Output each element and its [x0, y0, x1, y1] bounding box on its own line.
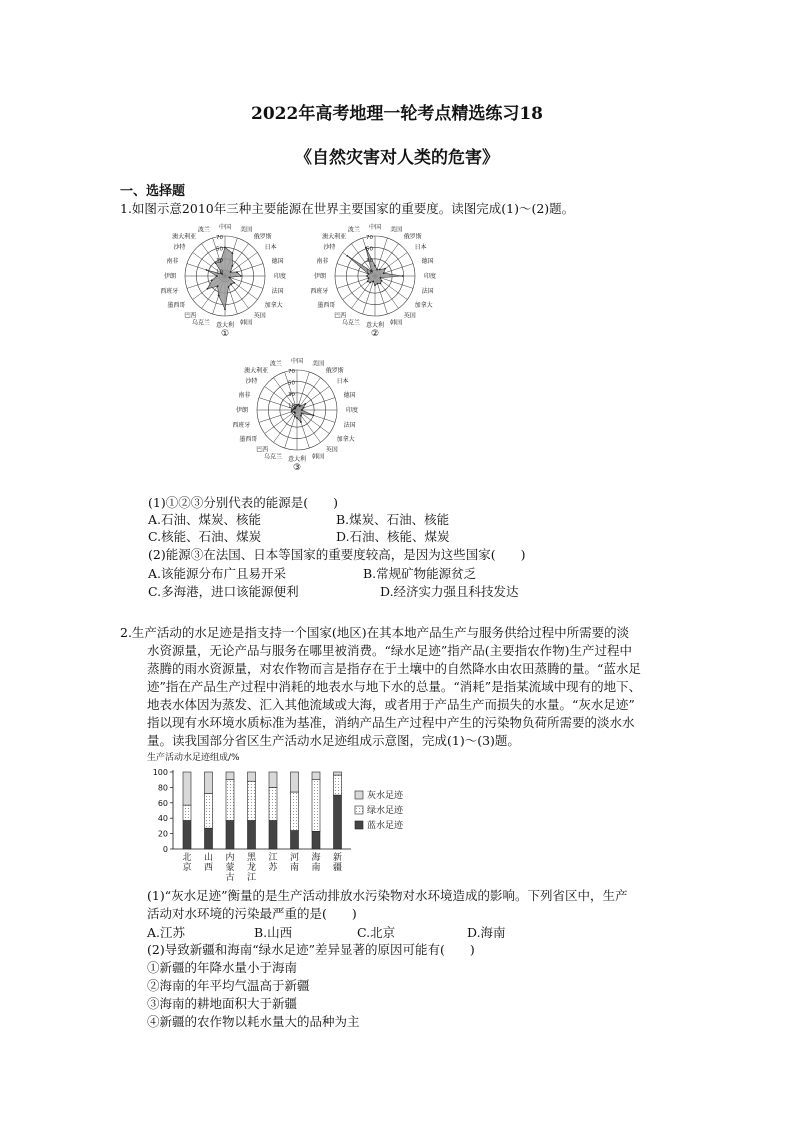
- radar-point: [218, 295, 220, 297]
- radar-point: [374, 284, 376, 286]
- bar-segment: [312, 831, 320, 849]
- radar-country-label: 伊朗: [163, 273, 176, 280]
- q2-sub1-stem: 活动对水环境的污染最严重的是( ): [147, 906, 357, 921]
- radar-ring-label: 10: [288, 403, 295, 410]
- legend-swatch: [355, 806, 363, 814]
- radar-country-label: 墨西哥: [239, 435, 258, 443]
- bar-segment: [183, 805, 191, 820]
- bar-segment: [291, 831, 299, 849]
- bar-segment: [248, 781, 256, 820]
- radar-point: [228, 277, 230, 279]
- radar-chart-1: [150, 218, 300, 356]
- radar-country-label: 日本: [414, 244, 427, 252]
- radar-point: [296, 417, 298, 419]
- radar-chart-2: [300, 218, 450, 356]
- radar-chart-label: ③: [292, 463, 302, 473]
- x-tick-label: 蒙: [225, 863, 235, 873]
- radar-ring-label: 70: [216, 235, 223, 241]
- radar-point: [231, 265, 233, 267]
- radar-ring-label: 70: [288, 369, 295, 375]
- radar-chart-label: ②: [370, 329, 380, 339]
- bar-segment: [269, 821, 277, 849]
- x-tick-label: 山: [203, 853, 214, 863]
- radar-country-label: 澳大利亚: [322, 233, 347, 241]
- radar-country-label: 波兰: [347, 226, 360, 234]
- radar-point: [301, 412, 303, 414]
- bar-segment: [226, 772, 234, 780]
- q1-sub1-option-c: C.核能、石油、煤炭: [148, 529, 262, 544]
- radar-point: [384, 268, 386, 270]
- bar-segment: [226, 821, 234, 849]
- radar-point: [293, 411, 295, 413]
- radar-point: [300, 415, 302, 417]
- q2-line: 量。读我国部分省区生产活动水足迹组成示意图，完成(1)～(3)题。: [147, 733, 520, 748]
- q1-stem: 1.如图示意2010年三种主要能源在世界主要国家的重要度。读图完成(1)～(2)题。: [120, 201, 575, 216]
- radar-country-label: 加拿大: [414, 301, 433, 309]
- radar-point: [379, 269, 381, 271]
- legend-label: 灰水足迹: [367, 791, 404, 801]
- radar-point: [379, 282, 381, 284]
- radar-point: [206, 269, 208, 271]
- radar-country-label: 意大利: [365, 322, 385, 329]
- radar-point: [346, 255, 348, 257]
- radar-country-label: 西班牙: [160, 288, 179, 296]
- radar-ring-label: 10: [216, 269, 223, 276]
- radar-point: [301, 409, 303, 411]
- x-tick-label: 黑: [246, 853, 257, 863]
- radar-spoke: [273, 410, 297, 442]
- radar-country-label: 伊朗: [235, 407, 248, 414]
- radar-point: [295, 406, 297, 408]
- radar-point: [230, 271, 232, 273]
- radar-country-label: 英国: [253, 312, 266, 320]
- legend-swatch: [355, 821, 363, 829]
- x-tick-label: 古: [225, 873, 235, 883]
- radar-point: [402, 275, 404, 277]
- radar-country-label: 沙特: [245, 378, 258, 386]
- bar-segment: [205, 772, 213, 794]
- radar-country-label: 乌克兰: [263, 453, 282, 461]
- radar-point: [372, 281, 374, 283]
- radar-point: [367, 280, 369, 282]
- radar-country-label: 墨西哥: [167, 301, 186, 309]
- radar-point: [211, 279, 213, 281]
- radar-point: [381, 280, 383, 282]
- page-subtitle: 《自然灾害对人类的危害》: [295, 148, 499, 168]
- q1-sub1-option-b: B.煤炭、石油、核能: [336, 512, 450, 527]
- q2-sub1-option-c: C.北京: [357, 925, 396, 940]
- radar-point: [303, 407, 305, 409]
- q2-line: 水资源量，无论产品与服务在哪里被消费。“绿水足迹”指产品(主要指农作物)生产过程中: [147, 643, 633, 658]
- page-title: 2022年高考地理一轮考点精选练习18: [251, 104, 543, 124]
- radar-point: [300, 421, 302, 423]
- radar-country-label: 俄罗斯: [403, 233, 422, 241]
- radar-ring-label: 30: [366, 257, 373, 264]
- x-tick-label: 河: [289, 853, 300, 863]
- y-tick-label: 40: [157, 814, 168, 824]
- radar-country-label: 加拿大: [264, 301, 283, 309]
- x-tick-label: 海: [311, 853, 321, 863]
- q2-sub2-stem: (2)导致新疆和海南“绿水足迹”差异显著的原因可能有( ): [147, 942, 475, 957]
- radar-country-label: 德国: [421, 257, 434, 265]
- bar-segment: [226, 780, 234, 821]
- radar-ring-label: 30: [288, 391, 295, 398]
- y-tick-label: 60: [157, 798, 168, 808]
- x-tick-label: 江: [268, 853, 278, 863]
- radar-country-label: 德国: [343, 391, 356, 399]
- bar-segment: [269, 772, 277, 787]
- radar-chart-label: ①: [220, 329, 230, 339]
- radar-country-label: 中国: [290, 358, 304, 365]
- legend-label: 绿水足迹: [367, 806, 404, 816]
- q2-line: 迹”指在产品生产过程中消耗的地表水与地下水的总量。“消耗”是指某流域中现有的地下、: [147, 679, 642, 694]
- radar-country-label: 日本: [264, 244, 277, 252]
- radar-point: [304, 403, 306, 405]
- radar-country-label: 澳大利亚: [244, 367, 269, 375]
- radar-country-label: 西班牙: [232, 422, 251, 430]
- radar-country-label: 沙特: [323, 244, 336, 252]
- radar-point: [216, 275, 218, 277]
- radar-country-label: 法国: [271, 288, 284, 296]
- radar-point: [217, 285, 219, 287]
- chart-title: 生产活动水足迹组成/%: [147, 753, 240, 763]
- bar-segment: [291, 772, 299, 792]
- radar-country-label: 日本: [336, 378, 349, 386]
- x-tick-label: 北: [182, 853, 192, 863]
- q1-sub1-option-a: A.石油、煤炭、核能: [148, 512, 262, 527]
- x-tick-label: 南: [311, 863, 321, 873]
- radar-country-label: 意大利: [287, 456, 307, 463]
- q2-sub2-item: ④新疆的农作物以耗水量大的品种为主: [147, 1014, 360, 1029]
- radar-country-label: 美国: [312, 360, 325, 368]
- radar-ring-label: 50: [288, 380, 295, 387]
- radar-ring-label: 30: [216, 257, 223, 264]
- bar-segment: [248, 772, 256, 781]
- radar-point: [299, 405, 301, 407]
- radar-ring-label: 50: [216, 246, 223, 253]
- radar-country-label: 韩国: [240, 319, 253, 327]
- radar-country-label: 韩国: [312, 453, 325, 461]
- radar-country-label: 巴西: [334, 312, 347, 320]
- q1-sub1-stem: (1)①②③分别代表的能源是( ): [148, 495, 338, 510]
- radar-point: [368, 277, 370, 279]
- bar-segment: [334, 775, 342, 795]
- radar-point: [232, 252, 234, 254]
- legend-swatch: [355, 791, 363, 799]
- water-footprint-chart: [145, 750, 455, 885]
- radar-country-label: 英国: [325, 446, 338, 454]
- radar-country-label: 法国: [343, 422, 356, 430]
- radar-country-label: 印度: [424, 273, 437, 280]
- radar-point: [366, 275, 368, 277]
- radar-point: [224, 308, 226, 310]
- bar-segment: [334, 795, 342, 849]
- radar-country-label: 乌克兰: [191, 319, 210, 327]
- radar-country-label: 波兰: [269, 360, 282, 368]
- q2-sub1-stem: (1)“灰水足迹”衡量的是生产活动排放水污染物对水环境造成的影响。下列省区中，生产: [147, 888, 628, 903]
- bar-segment: [334, 772, 342, 775]
- q1-sub2-stem: (2)能源③在法国、日本等国家的重要度较高，是因为这些国家( ): [148, 547, 526, 562]
- radar-country-label: 西班牙: [310, 288, 329, 296]
- bar-segment: [183, 821, 191, 849]
- radar-point: [294, 416, 296, 418]
- x-tick-label: 江: [246, 873, 257, 883]
- bar-segment: [248, 821, 256, 849]
- bar-segment: [291, 792, 299, 831]
- radar-chart-3: [222, 352, 372, 490]
- bar-segment: [205, 828, 213, 849]
- bar-segment: [312, 780, 320, 832]
- q2-sub2-item: ③海南的耕地面积大于新疆: [147, 996, 298, 1011]
- radar-point: [291, 411, 293, 413]
- radar-point: [376, 269, 378, 271]
- q1-sub2-option-c: C.多海港，进口该能源便利: [148, 584, 299, 599]
- q1-sub2-option-a: A.该能源分布广且易开采: [148, 566, 287, 581]
- y-tick-label: 20: [157, 829, 168, 839]
- radar-country-label: 乌克兰: [341, 319, 360, 327]
- radar-country-label: 巴西: [184, 312, 197, 320]
- radar-point: [224, 247, 226, 249]
- radar-country-label: 英国: [403, 312, 416, 320]
- radar-country-label: 伊朗: [313, 273, 326, 280]
- radar-ring-label: 10: [366, 269, 373, 276]
- q1-sub2-option-d: D.经济实力强且科技发达: [380, 584, 519, 599]
- radar-country-label: 南非: [166, 257, 179, 265]
- x-tick-label: 新: [332, 853, 343, 863]
- radar-point: [240, 275, 242, 277]
- q2-sub1-option-a: A.江苏: [147, 925, 186, 940]
- radar-point: [380, 277, 382, 279]
- x-tick-label: 龙: [246, 863, 257, 873]
- q2-line: 蒸腾的雨水资源量，对农作物而言是指存在于土壤中的自然降水由农田蒸腾的量。“蓝水足: [147, 661, 641, 676]
- x-tick-label: 疆: [332, 863, 343, 873]
- radar-country-label: 印度: [274, 273, 287, 280]
- radar-country-label: 巴西: [256, 446, 269, 454]
- radar-country-label: 墨西哥: [317, 301, 336, 309]
- radar-point: [369, 282, 371, 284]
- radar-country-label: 印度: [346, 407, 359, 414]
- q2-line: 2.生产活动的水足迹是指支持一个国家(地区)在其本地产品生产与服务供给过程中所需要的淡: [120, 625, 630, 640]
- q1-sub1-option-d: D.石油、核能、煤炭: [336, 529, 450, 544]
- radar-country-label: 美国: [390, 226, 403, 234]
- y-tick-label: 100: [152, 768, 168, 777]
- radar-series-polygon: [207, 247, 242, 309]
- radar-country-label: 澳大利亚: [172, 233, 197, 241]
- section-heading: 一、选择题: [120, 184, 186, 199]
- radar-point: [383, 272, 385, 274]
- x-tick-label: 京: [182, 863, 192, 873]
- radar-country-label: 韩国: [390, 319, 403, 327]
- x-tick-label: 西: [203, 863, 214, 873]
- radar-country-label: 意大利: [215, 322, 235, 329]
- q2-sub1-option-b: B.山西: [254, 925, 293, 940]
- radar-ring-label: 70: [366, 235, 373, 241]
- q2-sub2-item: ②海南的年平均气温高于新疆: [147, 978, 310, 993]
- x-tick-label: 内: [225, 853, 235, 863]
- radar-country-label: 波兰: [197, 226, 210, 234]
- radar-point: [298, 404, 300, 406]
- radar-country-label: 俄罗斯: [325, 367, 344, 375]
- q1-sub2-option-b: B.常规矿物能源贫乏: [363, 566, 477, 581]
- q2-sub1-option-d: D.海南: [467, 925, 506, 940]
- radar-point: [230, 283, 232, 285]
- radar-spoke: [297, 378, 321, 410]
- radar-country-label: 德国: [271, 257, 284, 265]
- legend-label: 蓝水足迹: [367, 821, 404, 831]
- q2-sub2-item: ①新疆的年降水量小于海南: [147, 960, 298, 975]
- radar-country-label: 南非: [316, 257, 329, 265]
- radar-point: [374, 265, 376, 267]
- radar-point: [312, 414, 314, 416]
- radar-point: [233, 282, 235, 284]
- bar-segment: [269, 787, 277, 820]
- radar-ring-label: 50: [366, 246, 373, 253]
- q2-line: 指以现有水环境水质标准为基准，消纳产品生产过程中产生的污染物负荷所需要的淡水水: [147, 715, 635, 730]
- radar-point: [377, 283, 379, 285]
- radar-country-label: 南非: [238, 391, 251, 399]
- x-tick-label: 苏: [268, 863, 278, 873]
- radar-country-label: 沙特: [173, 244, 186, 252]
- y-tick-label: 0: [162, 845, 168, 854]
- radar-country-label: 加拿大: [336, 435, 355, 443]
- radar-point: [207, 288, 209, 290]
- bar-segment: [312, 772, 320, 780]
- radar-point: [236, 271, 238, 273]
- y-tick-label: 80: [157, 783, 168, 793]
- x-tick-label: 南: [289, 863, 300, 873]
- radar-point: [228, 286, 230, 288]
- radar-country-label: 俄罗斯: [253, 233, 272, 241]
- q2-line: 地表水体因为蒸发、汇入其他流域或大海，或者用于产品生产而损失的水量。“灰水足迹”: [147, 697, 635, 712]
- radar-country-label: 法国: [421, 288, 434, 296]
- radar-country-label: 中国: [368, 224, 382, 231]
- radar-spoke: [265, 410, 297, 434]
- bar-segment: [205, 794, 213, 829]
- bar-segment: [183, 772, 191, 805]
- radar-country-label: 美国: [240, 226, 253, 234]
- radar-country-label: 中国: [218, 224, 232, 231]
